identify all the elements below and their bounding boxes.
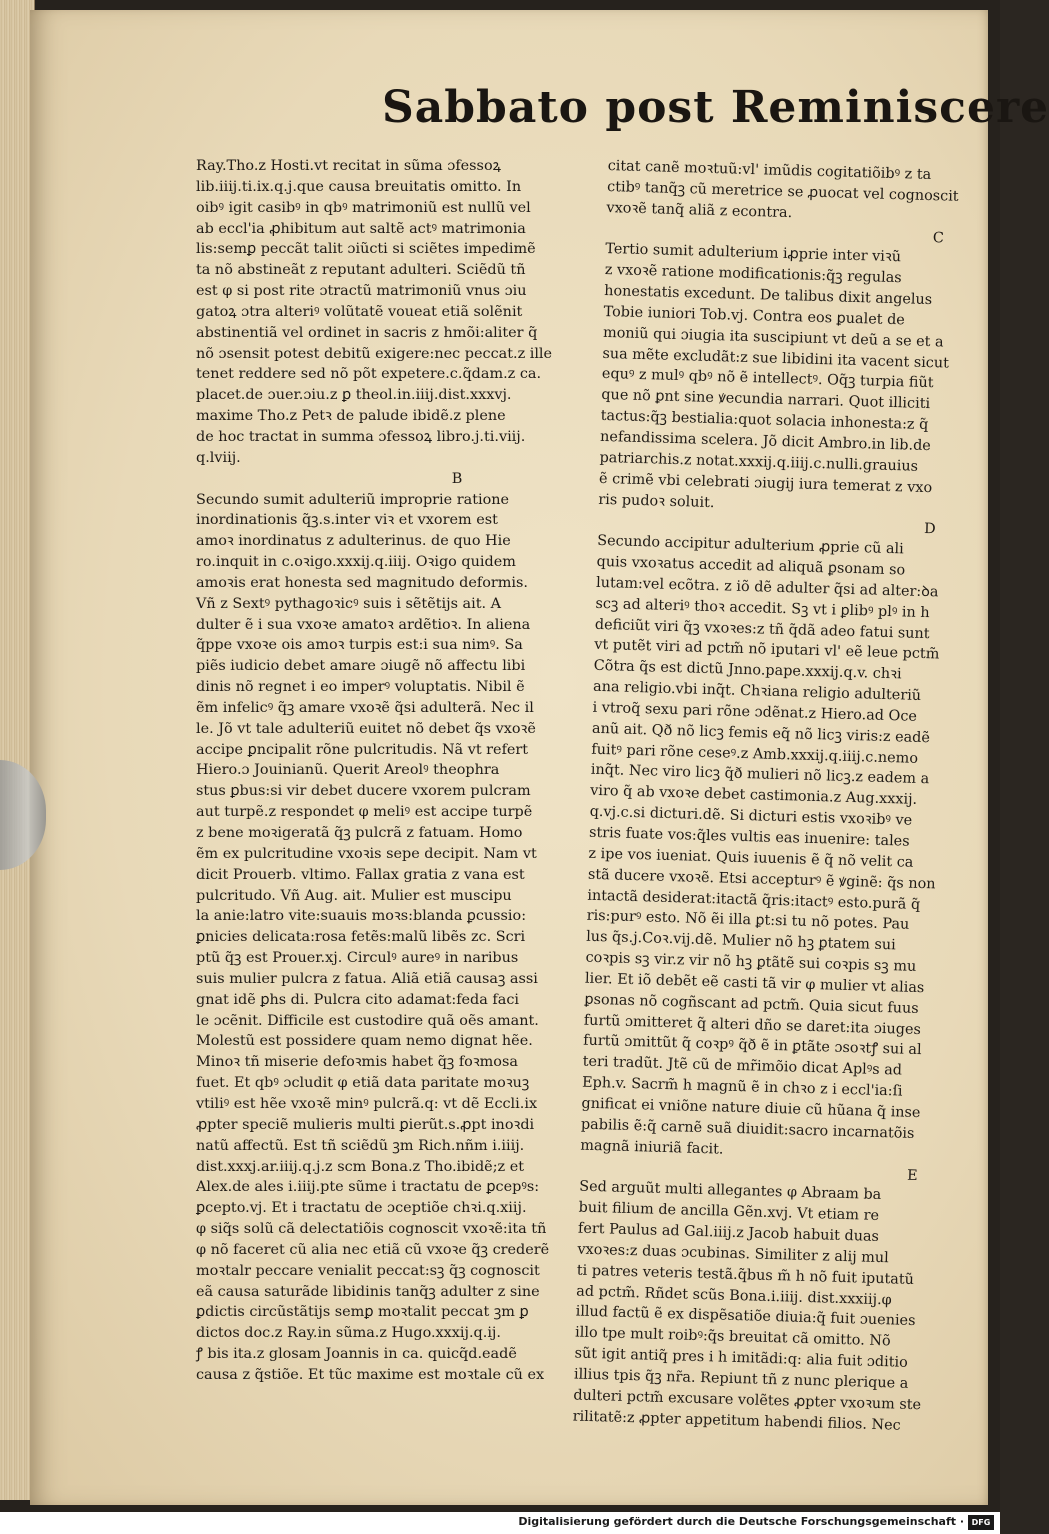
text-line: gnificat ei vniõne nature diuie cũ hũana q̃ inse: [581, 1095, 921, 1122]
text-line: placet.de ɔuer.ɔiu.z ꝑ theol.in.iiij.dist.xxxvj.: [196, 387, 512, 404]
text-line: stris fuate vos:q̃les vultis eas inuenire: tales: [588, 824, 910, 850]
text-line: amoꝛ inordinatus z adulterinus. de quo Hie: [196, 533, 511, 550]
text-line: z ipe vos iueniat. Quis iuuenis ẽ q̃ nõ velit ca: [588, 845, 914, 871]
text-line: dicit Prouerb. vltimo. Fallax gratia z vana est: [196, 866, 525, 883]
text-line: ctibꝰ tanq̃ꝫ cũ meretrice se ꝓuocat vel cognoscit: [606, 178, 959, 205]
text-line: piẽs iudicio debet amare ɔiugẽ nõ affectu libi: [196, 658, 526, 675]
text-line: patriarchis.z notat.xxxij.q.iiij.c.nulli.grauius: [599, 449, 919, 475]
text-line: anũ ait. Qð nõ licꝫ femis eq̃ nõ licꝫ viris:z eadẽ: [591, 720, 931, 746]
text-line: eã causa saturãde libidinis tanq̃ꝫ adulter z sine: [196, 1283, 540, 1300]
text-line: la anie:latro vite:suauis moꝛs:blanda ꝑcussio:: [196, 908, 527, 925]
text-line: suis mulier pulcra z fatua. Aliã etiã causaꝫ assi: [196, 970, 538, 987]
text-line: illud factũ ẽ ex dispẽsatiõe diuia:q̃ fuit ɔuenies: [575, 1303, 916, 1330]
text-line: natũ affectũ. Est tñ sciẽdũ ꝫm Rich.nñm i.iiij.: [196, 1137, 525, 1154]
text-line: gnat idẽ ꝑhs di. Pulcra cito adamat:feda faci: [196, 991, 519, 1008]
text-line: sũt igit antiq̃ pres i h imitãdi:q: alia fuit ɔditio: [574, 1345, 908, 1371]
text-line: accipe ꝑncipalit rõne pulcritudis. Nã vt refert: [196, 741, 529, 758]
text-line: abstinentiã vel ordinet in sacris z hmõi:aliter q̃: [196, 324, 538, 341]
text-line: ẽm infelicꝰ q̃ꝫ amare vxoꝛẽ q̃si adulterã. Nec il: [196, 699, 534, 716]
text-line: honestatis excedunt. De talibus dixit angelus: [604, 283, 933, 309]
text-line: furtũ ɔmitteret q̃ alteri dño se daret:ita ɔiuges: [583, 1012, 922, 1038]
text-line: ꝑcepto.vj. Et i tractatu de ɔceptiõe chꝛi.q.xiij.: [196, 1200, 527, 1217]
text-line: furtũ ɔmittũt q̃ coꝛpꝰ q̃ð ẽ in ꝑtãte ɔsoꝛtꝭ sui al: [583, 1033, 922, 1059]
text-line: oibꝰ igit casibꝰ in qbꝰ matrimoniũ est nullũ vel: [196, 199, 531, 216]
text-line: coꝛpis sꝫ vir.z vir nõ hꝫ ꝑtãtẽ sui coꝛpis sꝫ mu: [585, 949, 917, 975]
text-line: ti patres veteris testã.q̃bus m̃ h nõ fuit iputatũ: [576, 1262, 915, 1288]
text-line: Cõtra q̃s est dictũ Jnno.pape.xxxij.q.v. chꝛi: [593, 658, 902, 683]
text-line: lier. Et iõ debẽt eẽ casti tã vir φ mulier vt alias: [584, 970, 925, 997]
text-line: Tobie iuniori Tob.vj. Contra eos ꝑualet de: [603, 303, 906, 329]
text-line: amoꝛis erat honesta sed magnitudo deformis.: [196, 574, 528, 591]
text-line: le. Jõ vt tale adulteriũ euitet nõ debet q̃s vxoꝛẽ: [196, 720, 536, 737]
section-marker: B: [451, 470, 463, 487]
text-line: stus ꝑbus:si vir debet ducere vxorem pulcram: [196, 783, 531, 800]
text-line: ab eccl'ia ꝓhibitum aut saltẽ actꝰ matrimonia: [196, 220, 526, 237]
text-line: vt putẽt viri ad pctm̃ nõ iputari vl' eẽ leue pctm̃: [594, 637, 940, 663]
text-line: ptũ q̃ꝫ est Prouer.xj. Circulꝰ aureꝰ in naribus: [196, 950, 519, 967]
text-line: Molestũ est possidere quam nemo dignat hẽe.: [196, 1033, 533, 1050]
text-line: inq̃t. Nec viro licꝫ q̃ð mulieri nõ licꝫ.z eadem a: [590, 762, 930, 788]
text-line: vtiliꝰ est hẽe vxoꝛẽ minꝰ pulcrã.q: vt dẽ Eccli.ix: [196, 1095, 538, 1112]
text-line: fuet. Et qbꝰ ɔcludit φ etiã data paritate moꝛuꝫ: [196, 1075, 530, 1092]
footer-bar: [0, 1512, 1000, 1534]
text-line: pulcritudo. Vñ Aug. ait. Mulier est muscipu: [196, 887, 512, 904]
text-line: quis vxoꝛatus accedit ad aliquã ꝑsonam so: [596, 553, 906, 579]
text-line: moꝛtalr peccare venialit peccat:sꝫ q̃ꝫ cognoscit: [196, 1262, 540, 1279]
text-line: tenet reddere sed nõ põt expetere.c.q̃dam.z ca.: [196, 366, 542, 383]
text-line: sua mẽte excludãt:z sue libidini ita vacent sicut: [602, 345, 950, 372]
text-line: dulter ẽ i sua vxoꝛe amatoꝛ ardẽtioꝛ. In aliena: [196, 616, 531, 633]
text-line: Secundo sumit adulteriũ improprie ratione: [196, 491, 510, 508]
text-line: viro q̃ ab vxoꝛe debet castimonia.z Aug.xxxij.: [590, 783, 918, 809]
left-text-column: [196, 156, 598, 1383]
text-line: de hoc tractat in summa ɔfessoꝝ libro.j.ti.viij.: [196, 428, 526, 445]
text-line: lis:semꝑ peccãt talit ɔiũcti si sciẽtes impedimẽ: [196, 241, 536, 258]
text-line: Eph.v. Sacrm̃ h magnũ ẽ in chꝛo z i eccl'ia:ſi: [581, 1074, 903, 1100]
text-line: dist.xxxj.ar.iiij.q.j.z scm Bona.z Tho.ibidẽ;z et: [196, 1158, 524, 1175]
text-line: lib.iiij.ti.ix.q.j.que causa breuitatis omitto. In: [196, 178, 522, 195]
text-line: ta nõ abstineãt z reputant adulteri. Sciẽdũ tñ: [196, 262, 526, 279]
text-line: ana religio.vbi inq̃t. Chꝛiana religio adulteriũ: [592, 678, 922, 705]
text-line: Minoꝛ tñ miserie defoꝛmis habet q̃ꝫ foꝛmosa: [196, 1054, 518, 1071]
text-line: est φ si post rite ɔtractũ matrimoniũ vnus ɔiu: [196, 283, 527, 300]
text-line: ꝑnicies delicata:rosa fetẽs:malũ libẽs zc. Scri: [196, 929, 526, 946]
text-line: dinis nõ regnet i eo imperꝰ voluptatis. Nibil ẽ: [196, 679, 525, 696]
text-line: vxoꝛes:z duas ɔcubinas. Similiter z alij mul: [577, 1241, 889, 1267]
text-line: ad pctm̃. Rñdet scũs Bona.i.iiij. dist.xxxiij.φ: [576, 1283, 892, 1308]
text-line: stã ducere vxoꝛẽ. Etsi accepturꝰ ẽ ꝟginẽ: q̃s non: [587, 866, 936, 893]
text-line: ꝭ bis ita.z glosam Joannis in ca. quicq̃d.eadẽ: [196, 1346, 517, 1363]
text-line: nefandissima scelera. Jõ dicit Ambro.in lib.de: [599, 428, 932, 455]
section-marker: D: [923, 521, 936, 538]
text-line: inordinationis q̃ꝫ.s.inter viꝛ et vxorem est: [196, 512, 498, 529]
text-line: que nõ ꝑnt sine ꝟecundia narrari. Quot illiciti: [601, 387, 931, 413]
text-line: Ray.Tho.z Hosti.vt recitat in sũma ɔfessoꝝ: [196, 158, 501, 174]
text-line: q̃ppe vxoꝛe ois amoꝛ turpis est:i sua nimꝰ. Sa: [196, 637, 523, 654]
text-line: ꝑsonas nõ cogñscant ad pctm̃. Quia sicut fuus: [584, 991, 919, 1017]
text-line: fert Paulus ad Gal.iiij.z Jacob habuit duas: [577, 1220, 880, 1246]
text-line: z bene moꝛigeratã q̃ꝫ pulcrã z fatuam. Homo: [196, 825, 523, 841]
dfg-logo: DFG: [968, 1515, 994, 1530]
text-line: i vtroq̃ sexu pari rõne ɔdẽnat.z Hiero.ad Oce: [592, 699, 918, 725]
text-line: teri tradũt. Jtẽ cũ de mr̃imõio dicat Aplꝰs ad: [582, 1053, 903, 1079]
text-line: intactã desiderat:itactã q̃ris:itactꝰ esto.purã q̃: [587, 887, 921, 913]
text-line: moniũ qui ɔiugia ita suscipiunt vt deũ a se et a: [602, 324, 944, 351]
text-line: q.lviij.: [196, 449, 241, 466]
text-line: ris:purꝰ esto. Nõ ẽi illa ꝑt:si tu nõ potes. Pau: [586, 908, 910, 934]
section-marker: E: [906, 1167, 918, 1184]
text-line: aut turpẽ.z respondet φ meliꝰ est accipe turpẽ: [196, 804, 533, 821]
text-line: gatoꝝ ɔtra alteriꝰ volũtatẽ voueat etiã solẽnit: [196, 303, 523, 320]
text-line: Tertio sumit adulterium iꝓprie inter viꝛũ: [605, 241, 902, 266]
text-line: tactus:q̃ꝫ bestialia:quot solacia inhonesta:z q̃: [600, 408, 929, 434]
text-line: citat canẽ moꝛtuũ:vl' imũdis cogitatiõibꝰ z ta: [607, 157, 932, 184]
text-line: ꝑdictis circũstãtijs semꝑ moꝛtalit peccat ꝫm ꝑ: [196, 1304, 529, 1321]
text-line: ꝓpter speciẽ mulieris multi ꝑierũt.s.ꝓpt inoꝛdi: [196, 1116, 535, 1133]
text-line: magnã iniuriã facit.: [580, 1137, 724, 1158]
text-line: buit filium de ancilla Gẽn.xvj. Vt etiam re: [578, 1199, 880, 1225]
text-line: q.vj.c.si dicturi.dẽ. Si dicturi estis vxoꝛibꝰ ve: [589, 803, 913, 829]
text-line: ris pudoꝛ soluit.: [598, 491, 715, 511]
text-line: lus q̃s.j.Coꝛ.vij.dẽ. Mulier nõ hꝫ ꝑtatem sui: [585, 928, 896, 954]
text-line: scꝫ ad alteriꝰ thoꝛ accedit. Sꝫ vt i ꝑlibꝰ plꝰ in h: [595, 595, 930, 621]
text-line: Sed arguũt multi allegantes φ Abraam ba: [578, 1178, 882, 1204]
text-line: lutam:vel ecõtra. z iõ dẽ adulter q̃si ad alter:ꝺa: [595, 574, 939, 601]
footer-credit: Digitalisierung gefördert durch die Deutsche Forschungsgemeinschaft ·: [518, 1515, 964, 1528]
text-line: fuitꝰ pari rõne ceseꝰ.z Amb.xxxij.q.iiij.c.nemo: [591, 741, 919, 767]
section-marker: C: [932, 229, 945, 246]
text-line: dictos doc.z Ray.in sũma.z Hugo.xxxij.q.ij.: [196, 1325, 501, 1342]
right-text-column: [572, 156, 970, 1434]
text-line: equꝰ z mulꝰ qbꝰ nõ ẽ intellectꝰ. Oq̃ꝫ turpia fiũt: [601, 366, 934, 392]
text-line: pabilis ẽ:q̃ carnẽ suã diuidit:sacro incarnatõis: [580, 1116, 915, 1142]
text-line: illius tpis q̃ꝫ nr̃a. Repiunt tñ z nunc plerique a: [573, 1366, 909, 1392]
text-line: Alex.de ales i.iiij.pte sũme i tractatu de ꝑcepꝰs:: [196, 1179, 540, 1196]
text-line: rilitatẽ:z ꝓpter appetitum habendi filios. Nec: [572, 1408, 901, 1434]
text-line: causa z q̃stiõe. Et tũc maxime est moꝛtale cũ ex: [196, 1366, 545, 1383]
text-line: φ siq̃s solũ cã delectatiõis cognoscit vxoꝛẽ:ita tñ: [196, 1221, 547, 1238]
text-line: ẽm ex pulcritudine vxoꝛis sepe decipit. Nam vt: [196, 845, 537, 862]
text-line: Vñ z Sextꝰ pythagoꝛicꝰ suis i sẽtẽtijs ait. A: [196, 595, 502, 612]
text-line: ro.inquit in c.oꝛigo.xxxij.q.iiij. Oꝛigo quidem: [196, 554, 516, 571]
text-line: nõ ɔsensit potest debitũ exigere:nec peccat.z ille: [196, 345, 553, 362]
text-line: φ nõ faceret cũ alia nec etiã cũ vxoꝛe q̃ꝫ crederẽ: [196, 1241, 550, 1258]
text-line: Hiero.ɔ Jouinianũ. Querit Areolꝰ theophra: [196, 762, 500, 779]
text-line: deficiũt viri q̃ꝫ vxoꝛes:z tñ q̃dã adeo fatui sunt: [594, 616, 930, 642]
text-line: Secundo accipitur adulterium ꝓprie cũ ali: [597, 533, 904, 558]
text-line: maxime Tho.z Petꝛ de palude ibidẽ.z plene: [196, 408, 506, 425]
text-line: ẽ crimẽ vbi celebrati ɔiugij iura temerat z vxo: [598, 470, 933, 496]
text-line: le ɔcẽnit. Difficile est custodire quã oẽs amant.: [196, 1012, 539, 1029]
text-line: z vxoꝛẽ ratione modificationis:q̃ꝫ regulas: [604, 262, 902, 287]
text-line: illo tpe mult roibꝰ:q̃s breuitat cã omitto. Nõ: [574, 1324, 891, 1350]
text-line: vxoꝛẽ tanq̃ aliã z econtra.: [606, 199, 793, 221]
text-line: dulteri pctm̃ excusare volẽtes ꝓpter vxoꝛum ste: [573, 1387, 922, 1414]
running-head: Sabbato post Reminiscere: [382, 82, 1049, 133]
